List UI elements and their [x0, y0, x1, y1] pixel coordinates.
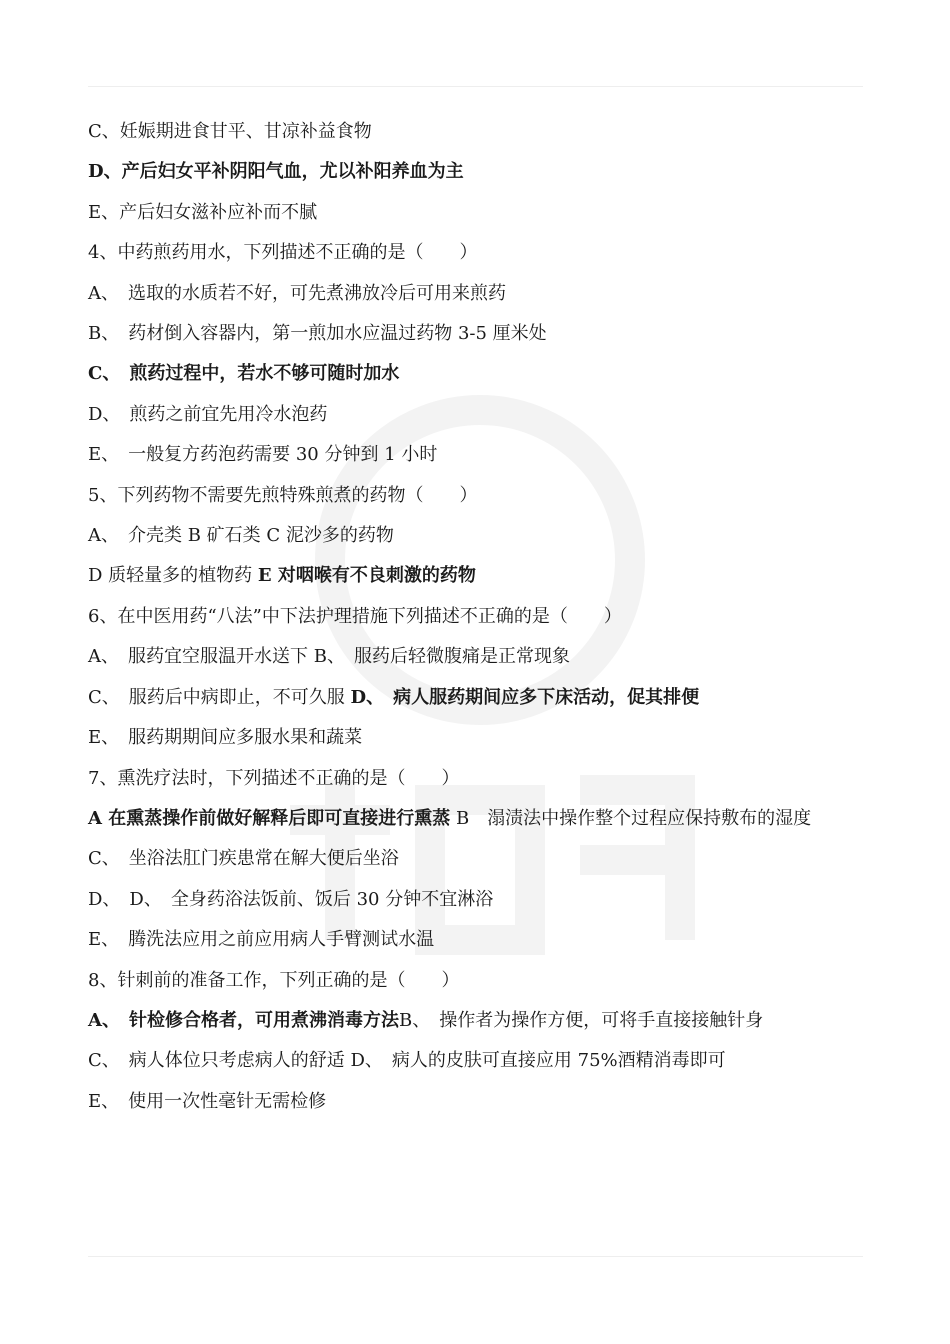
option-5e-correct: E 对咽喉有不良刺激的药物: [257, 565, 476, 587]
option-4b: B、 药材倒入容器内，第一煎加水应温过药物 3-5 厘米处: [88, 323, 547, 345]
footer-rule: [88, 1256, 863, 1257]
question-6-stem: 6、在中医用药“八法”中下法护理措施下列描述不正确的是（ ）: [88, 605, 622, 627]
header-rule: [88, 86, 863, 87]
option-5de: [88, 556, 866, 596]
option-4d: D、 煎药之前宜先用冷水泡药: [88, 403, 328, 425]
option-8cd: C、 病人体位只考虑病人的舒适 D、 病人的皮肤可直接应用 75%酒精消毒即可: [88, 1050, 726, 1072]
option-6e: E、 服药期期间应多服水果和蔬菜: [88, 727, 363, 749]
question-7-stem: 7、熏洗疗法时，下列描述不正确的是（ ）: [88, 767, 460, 789]
option-6c: C、 服药后中病即止，不可久服: [88, 686, 351, 708]
option-7e: E、 腾洗法应用之前应用病人手臂测试水温: [88, 929, 435, 951]
option-6cd: [88, 678, 866, 718]
option-3d-correct: D、产后妇女平补阴阳气血，尤以补阳养血为主: [88, 161, 464, 183]
option-8b: B、 操作者为操作方便，可将手直接接触针身: [398, 1009, 764, 1031]
option-8ab: [88, 1001, 866, 1041]
option-7ab: [88, 799, 866, 839]
question-document: [88, 112, 866, 1122]
option-4e: E、 一般复方药泡药需要 30 分钟到 1 小时: [88, 444, 438, 466]
question-4-stem: 4、中药煎药用水，下列描述不正确的是（ ）: [88, 242, 478, 264]
option-3c: C、妊娠期进食甘平、甘凉补益食物: [88, 121, 372, 142]
option-7c: C、 坐浴法肛门疾患常在解大便后坐浴: [88, 848, 399, 870]
question-5-stem: 5、下列药物不需要先煎特殊煎煮的药物（ ）: [88, 484, 478, 506]
option-3e: E、产后妇女滋补应补而不腻: [88, 201, 318, 223]
option-5d: D 质轻量多的植物药: [88, 565, 258, 587]
option-8a-correct: A、 针检修合格者，可用煮沸消毒方法: [88, 1009, 399, 1031]
option-7a-correct: A 在熏蒸操作前做好解释后即可直接进行熏蒸: [88, 807, 451, 829]
option-5abc: A、 介壳类 B 矿石类 C 泥沙多的药物: [88, 525, 394, 547]
option-7d: D、 D、 全身药浴法饭前、饭后 30 分钟不宜淋浴: [88, 888, 494, 910]
option-4a: A、 选取的水质若不好，可先煮沸放冷后可用来煎药: [88, 282, 506, 304]
option-7b: B 溻渍法中操作整个过程应保持敷布的湿度: [450, 807, 812, 829]
option-4c-correct: C、 煎药过程中，若水不够可随时加水: [88, 363, 400, 385]
option-6d-correct: D、 病人服药期间应多下床活动，促其排便: [350, 686, 700, 708]
option-8e: E、 使用一次性毫针无需检修: [88, 1090, 327, 1112]
question-8-stem: 8、针刺前的准备工作，下列正确的是（ ）: [88, 969, 460, 991]
option-6ab: A、 服药宜空服温开水送下 B、 服药后轻微腹痛是正常现象: [88, 646, 570, 668]
